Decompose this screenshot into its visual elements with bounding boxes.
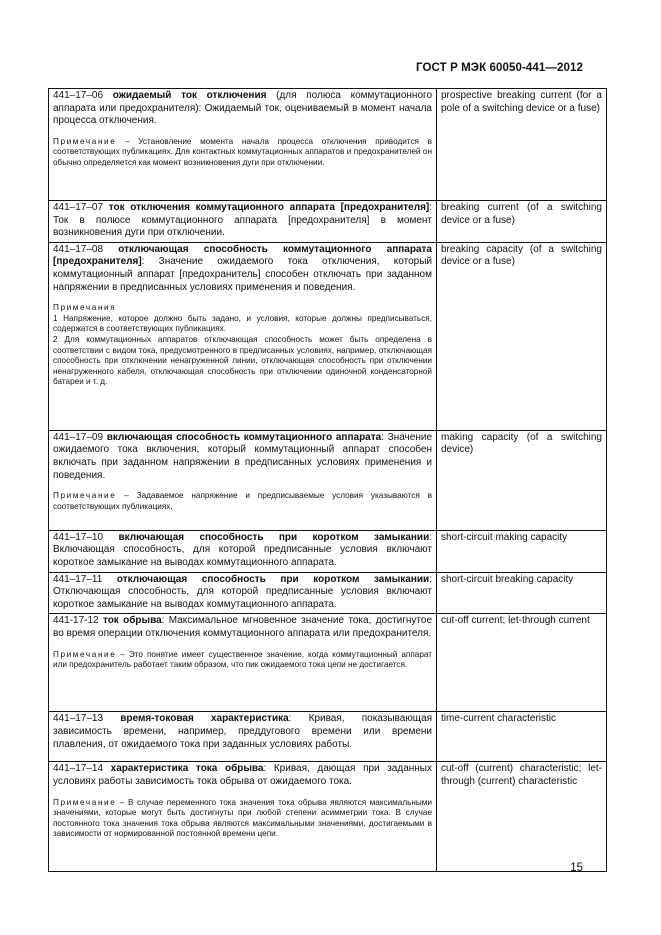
term-number: 441–17–13	[53, 713, 104, 725]
term-row	[49, 201, 607, 243]
note-label: Примечание	[53, 136, 117, 146]
term-note	[53, 650, 432, 671]
term-name: отключающая способность коммутационного аппарата [предохранителя]	[53, 243, 432, 268]
term-number: 441–17–06	[53, 90, 104, 101]
term-definition-block	[53, 532, 432, 570]
term-english-cell: short-circuit breaking capacity	[437, 572, 607, 614]
term-definition-block	[53, 713, 432, 751]
term-russian-cell	[49, 530, 437, 572]
note-item: 1 Напряжение, которое должно быть задано, и условия, которые должны предписываться, содержатся в соответствующих публикациях.	[53, 313, 432, 334]
term-name: отключающая способность при коротком замыкании	[116, 573, 430, 585]
term-number: 441–17–10	[53, 531, 104, 543]
term-number: 441–17–14	[53, 763, 104, 775]
term-row	[49, 762, 607, 872]
term-name: ток обрыва	[102, 615, 162, 627]
term-row	[49, 614, 607, 712]
term-definition: : Включающая способность, для которой предписанные условия включают короткое замыкание на выводах коммутационного аппарата.	[53, 531, 432, 568]
term-note	[53, 137, 432, 169]
term-row	[49, 712, 607, 762]
page-number: 15	[570, 862, 583, 874]
term-number: 441–17–11	[53, 573, 103, 585]
note-label: Примечание	[53, 491, 117, 501]
note-label: Примечание	[53, 649, 117, 659]
term-definition-block	[53, 574, 432, 612]
term-name: ток отключения коммутационного аппарата [предохранителя]	[108, 202, 430, 213]
term-english-cell: short-circuit making capacity	[437, 530, 607, 572]
term-name: время-токовая характеристика	[120, 713, 289, 725]
term-name: включающая способность коммутационного аппарата	[106, 431, 382, 443]
term-english-cell: making capacity (of a switching device)	[437, 430, 607, 530]
term-russian-cell	[49, 89, 437, 201]
term-definition: : Ток в полюсе коммутационного аппарата [предохранителя] в момент возникновения дуги при отключении.	[53, 202, 433, 239]
term-definition-block	[53, 763, 432, 788]
term-number: 441-17-12	[53, 615, 99, 627]
term-russian-cell	[49, 430, 437, 530]
term-definition: : Значение ожидаемого тока включения, который коммутационный аппарат способен включать при заданном напряжении в предписанных условиях применения и поведения.	[53, 431, 433, 481]
term-definition: : Отключающая способность, для которой предписанные условия включают короткое замыкание на выводах коммутационного аппарата.	[53, 573, 432, 610]
term-english-cell: cut-off (current) characteristic; let-through (current) characteristic	[437, 762, 607, 872]
term-russian-cell	[49, 242, 437, 430]
term-definition: : Кривая, дающая при заданных условиях работы зависимость тока обрыва от ожидаемого тока.	[53, 763, 432, 787]
note-text: – Установление момента начала процесса отключения приводится в соответствующих публикациях. Для контактных коммутационных аппаратов и предохранителей он обычно определяется как момент возникновения дуги при отключении.	[53, 136, 432, 167]
term-russian-cell	[49, 201, 437, 243]
term-definition: : Кривая, показывающая зависимость времени, например, преддугового времени или времени плавления, от ожидаемого тока при заданных условиях работы.	[53, 713, 432, 750]
term-number: 441–17–08	[53, 243, 104, 255]
note-item: 2 Для коммутационных аппаратов отключающая способность может быть определена в соответствии с видом тока, предусмотренного в предписанных условиях, например, отключающая способность при отключении ненагруженной линии, отключающая способность при отключении ненагруженного кабеля, отключающая способность при отключении одиночной конденсаторной батареи и т. д.	[53, 334, 432, 387]
term-russian-cell	[49, 572, 437, 614]
term-number: 441–17–09	[53, 431, 104, 443]
term-note	[53, 491, 432, 512]
note-text: – Это понятие имеет существенное значение, когда коммутационный аппарат или предохранитель работает таким образом, что пик ожидаемого тока цепи не достигается.	[53, 649, 432, 670]
term-name: характеристика тока обрыва	[110, 763, 264, 775]
term-english-cell: time-current characteristic	[437, 712, 607, 762]
term-english-cell: breaking capacity (of a switching device or a fuse)	[437, 242, 607, 430]
term-definition-block	[53, 202, 432, 240]
term-definition: : Значение ожидаемого тока отключения, который коммутационный аппарат [предохранитель] способен отключать при заданном напряжении в предписанных условиях применения и поведения.	[53, 256, 432, 293]
term-english-cell: prospective breaking current (for a pole of a switching device or a fuse)	[437, 89, 607, 201]
term-english-cell: breaking current (of a switching device or a fuse)	[437, 201, 607, 243]
term-definition-block	[53, 432, 432, 482]
term-definition-block	[53, 244, 432, 294]
term-definition-block	[53, 90, 432, 128]
term-definition: (для полюса коммутационного аппарата или предохранителя): Ожидаемый ток, оцениваемый в момент начала процесса отключения.	[53, 90, 433, 127]
term-name: включающая способность при коротком замыкании	[118, 531, 430, 543]
term-russian-cell	[49, 712, 437, 762]
term-notes	[53, 303, 432, 388]
document-header: ГОСТ Р МЭК 60050-441—2012	[416, 62, 583, 74]
term-note	[53, 798, 432, 840]
term-russian-cell	[49, 762, 437, 872]
note-text: – Задаваемое напряжение и предписываемые условия указываются в соответствующих публикациях.	[53, 491, 432, 511]
term-number: 441–17–07	[53, 202, 104, 213]
term-row	[49, 242, 607, 430]
term-row	[49, 530, 607, 572]
term-english-cell: cut-off current; let-through current	[437, 614, 607, 712]
term-name: ожидаемый ток отключения	[112, 90, 267, 101]
term-row	[49, 89, 607, 201]
term-row	[49, 572, 607, 614]
term-russian-cell	[49, 614, 437, 712]
term-definition: : Максимальное мгновенное значение тока, достигнутое во время операции отключения коммутационного аппарата или предохранителя.	[53, 615, 433, 639]
term-definition-block	[53, 615, 432, 640]
term-row	[49, 430, 607, 530]
notes-label: Примечания	[53, 303, 117, 313]
terms-table	[48, 88, 607, 872]
note-label: Примечание	[53, 797, 117, 807]
note-text: – В случае переменного тока значения тока обрыва являются максимальными значениями, которые могут быть достигнуты при любой степени асимметрии тока. В случае постоянного тока значения тока обрыва являются максимальными значениями, достигаемыми в зависимости от нормированной постоянной времени цепи.	[53, 797, 432, 839]
